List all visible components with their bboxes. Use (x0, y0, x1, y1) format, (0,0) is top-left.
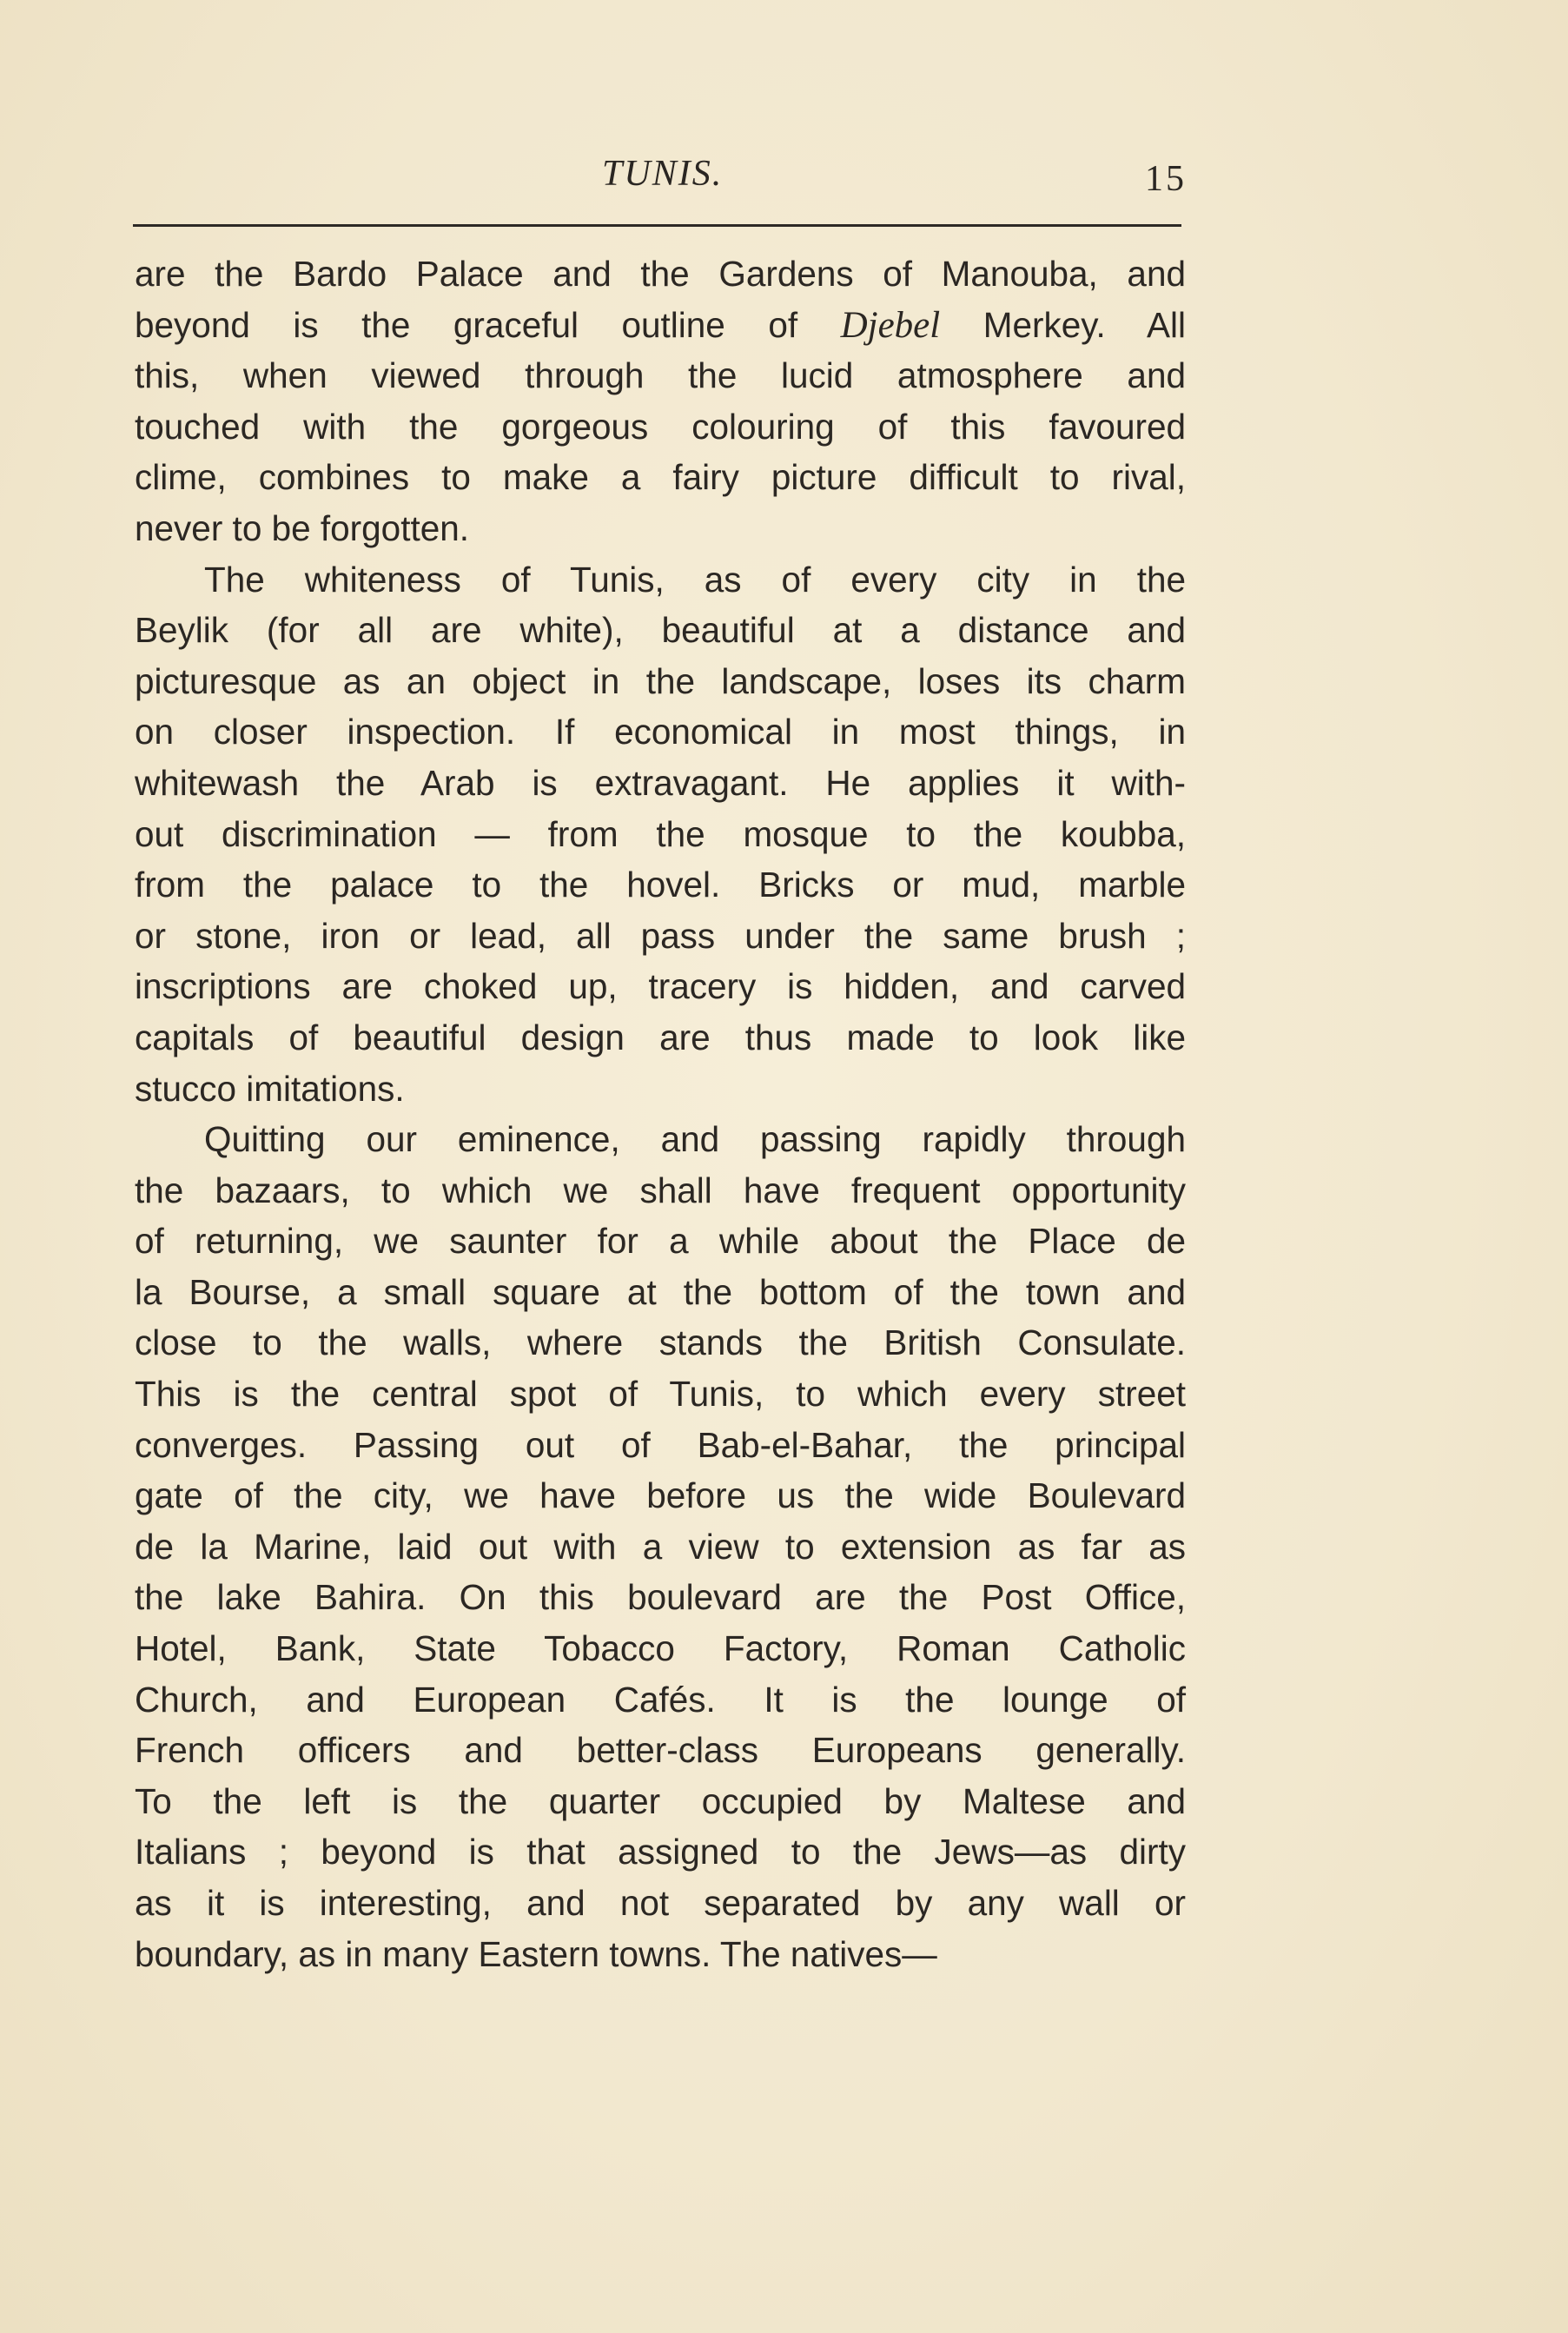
line-text: converges. Passing out of Bab-el-Bahar, the principal (135, 1424, 1186, 1465)
text-line (135, 1725, 1186, 1776)
text-line (135, 401, 1186, 453)
line-text: the lake Bahira. On this boulevard are the Post Office, (135, 1577, 1186, 1618)
line-text: Italians ; beyond is that assigned to the Jews—as dirty (135, 1832, 1186, 1872)
text-line (135, 503, 1186, 554)
text-line (135, 1521, 1186, 1573)
line-text: la Bourse, a small square at the bottom of the town and (135, 1271, 1186, 1312)
text-line (135, 554, 1186, 606)
line-text: clime, combines to make a fairy picture difficult to rival, (135, 457, 1186, 498)
text-line (135, 1216, 1186, 1267)
text-line (135, 859, 1186, 911)
text-line (135, 1776, 1186, 1827)
line-text: French officers and better-class Europeans generally. (135, 1730, 1186, 1771)
italic-term: Djebel (840, 304, 941, 346)
text-line (135, 1929, 1186, 1980)
text-line (135, 809, 1186, 860)
header-rule (133, 224, 1181, 227)
paragraph (135, 554, 1186, 1115)
line-text: Church, and European Cafés. It is the lounge of (135, 1679, 1186, 1720)
line-text: Hotel, Bank, State Tobacco Factory, Roman Catholic (135, 1628, 1186, 1669)
line-text: whitewash the Arab is extravagant. He applies it with- (135, 762, 1186, 803)
line-text: de la Marine, laid out with a view to extension as far as (135, 1526, 1186, 1567)
line-text: To the left is the quarter occupied by Maltese and (135, 1780, 1186, 1821)
page-number: 15 (1145, 159, 1187, 199)
text-line (135, 1674, 1186, 1726)
text-line (135, 1420, 1186, 1471)
line-text: from the palace to the hovel. Bricks or mud, marble (135, 865, 1186, 905)
line-text: stucco imitations. (135, 1068, 405, 1109)
text-line (135, 706, 1186, 758)
text-line (135, 1572, 1186, 1623)
running-head (0, 146, 1568, 207)
line-text: Merkey. All (940, 304, 1186, 345)
line-text: as it is interesting, and not separated by any wall or (135, 1883, 1186, 1923)
text-line (135, 758, 1186, 809)
text-line (135, 961, 1186, 1012)
running-head-title: TUNIS. (602, 154, 724, 194)
text-line (135, 350, 1186, 401)
text-line (135, 605, 1186, 656)
text-line (135, 1165, 1186, 1216)
text-line (135, 911, 1186, 962)
line-text: touched with the gorgeous colouring of this favoured (135, 406, 1186, 447)
text-line (135, 1064, 1186, 1115)
line-text: The whiteness of Tunis, as of every city in the (204, 559, 1186, 600)
text-line (135, 1826, 1186, 1878)
line-text: close to the walls, where stands the British Consulate. (135, 1322, 1186, 1363)
line-text: beyond is the graceful outline of (135, 304, 841, 345)
line-text: Quitting our eminence, and passing rapidly through (204, 1119, 1186, 1160)
text-line (135, 1012, 1186, 1064)
text-line (135, 1369, 1186, 1420)
text-line (135, 452, 1186, 503)
text-line (135, 249, 1186, 300)
text-line (135, 1317, 1186, 1369)
line-text: of returning, we saunter for a while about the Place de (135, 1221, 1186, 1262)
text-line (135, 1114, 1186, 1165)
line-text: are the Bardo Palace and the Gardens of Manouba, and (135, 254, 1186, 294)
text-line (135, 1878, 1186, 1929)
line-text: gate of the city, we have before us the wide Boulevard (135, 1475, 1186, 1516)
line-text: boundary, as in many Eastern towns. The natives— (135, 1933, 937, 1974)
line-text: This is the central spot of Tunis, to which every street (135, 1374, 1186, 1415)
text-line (135, 656, 1186, 707)
body-text (135, 249, 1186, 1979)
line-text: inscriptions are choked up, tracery is hidden, and carved (135, 966, 1186, 1007)
line-text: on closer inspection. If economical in most things, in (135, 712, 1186, 752)
line-text: or stone, iron or lead, all pass under the same brush ; (135, 915, 1186, 956)
line-text: capitals of beautiful design are thus made to look like (135, 1017, 1186, 1057)
line-text: out discrimination — from the mosque to the koubba, (135, 813, 1186, 854)
text-line (135, 1470, 1186, 1521)
line-text: never to be forgotten. (135, 507, 470, 548)
line-text: picturesque as an object in the landscape, loses its charm (135, 660, 1186, 701)
line-text: Beylik (for all are white), beautiful at a distance and (135, 610, 1186, 651)
line-text: this, when viewed through the lucid atmosphere and (135, 355, 1186, 396)
line-text: the bazaars, to which we shall have frequent opportunity (135, 1170, 1186, 1210)
text-line (135, 1267, 1186, 1318)
paragraph (135, 249, 1186, 554)
text-line (135, 300, 1186, 351)
paragraph (135, 1114, 1186, 1979)
text-line (135, 1623, 1186, 1674)
